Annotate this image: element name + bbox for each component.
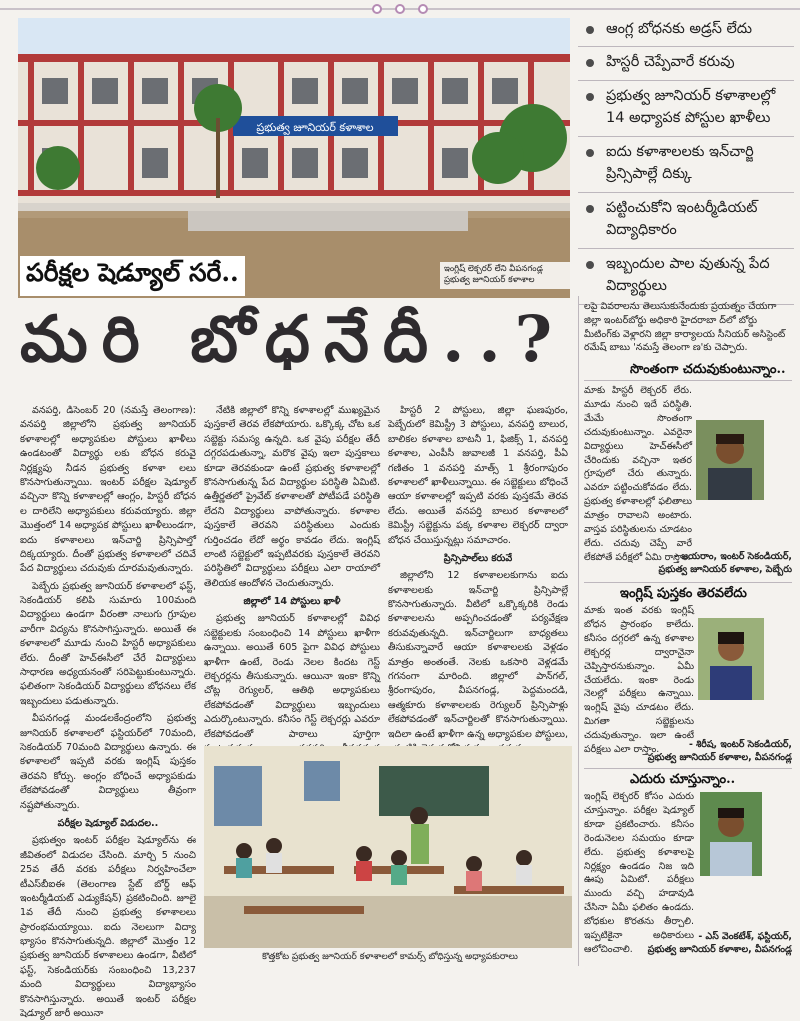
article-column-2 (204, 404, 380, 740)
building-sign: ప్రభుత్వ జూనియర్ కళాశాల (256, 121, 374, 134)
article-column-1 (20, 404, 196, 1020)
profile-title: సొంతంగా చదువుకుంటున్నాం.. (630, 362, 786, 377)
article-paragraph: వనపర్తి, డిసెంబర్ 20 (నమస్తే తెలంగాణ): వనపర్తి జిల్లాలోని ప్రభుత్వ జూనియర్ కళాశాలల్లో అధ్యాపకుల పోస్టులు ఖాళీలు ఉండటంతో విద్యార్థు లకు బోధన కరువై నిర్లక్ష్యపు నీడన ప్రభుత్వ కళాశా లలు కొనసాగుతున్నాయి. ఇంటర్ పరీక్షల షెడ్యూల్ వచ్చినా కొన్ని కళాశాలల్లో ఆంగ్లం, హిస్టరీ బోధన ల దారిలేని అధ్యాపకులు కరువయ్యారు. జిల్లా మొత్తంలో 14 అధ్యాపక పోస్టులు ఖాళీలుండగా, ఐదు కళాశాలలు ఇన్‌చార్జి ప్రిన్సిపాల్తో దిక్కయ్యారు. దీంతో ప్రభుత్వ కళాశాలలో చదివే పేద విద్యార్థులు చదువుకు దూరమవుతున్నారు. (20, 405, 196, 575)
article-paragraph: వీపనగండ్ల మండలకేంద్రంలోని ప్రభుత్వ జూనియర్ కళాశాలలో ఫస్టియర్‌లో 70మంది, సెకండియర్ 70మంది విద్యార్థులు ఉన్నారు. ఈ కళాశాలలో ఇప్పటి వరకు ఇంగ్లిష్ పుస్తకం తెరవని కోర్సు. అంగ్లం బోధించే అధ్యాపకుడు లేకపోవడంతో విద్యార్థులు తీవ్రంగా నష్టపోతున్నారు. (20, 713, 196, 811)
section-heading: ప్రిన్సిపాల్‌లు కరువే (443, 552, 513, 564)
headline: మరి బోధనేదీ..? (20, 302, 567, 377)
profile-signature: - ఎస్ వెంకటేశ్, ఫస్టియర్, ప్రభుత్వ జూనియర్ కళాశాల, వీపనగండ్ల (647, 931, 792, 956)
divider (584, 582, 792, 583)
section-heading: జిల్లాలో 14 పోస్టులు ఖాళీ (243, 596, 341, 608)
profile-title: ఇంగ్లిష్ పుస్తకం తెరవలేదు (620, 586, 747, 601)
article-paragraph: హిస్టరీ 2 పోస్టులు, జిల్లా ఘణపురం, పెబ్బేరులో కెమిస్ట్రీ 3 పోస్టులు, వనపర్తి బాలుర, బాలికల కళాశాల బాటనీ 1, ఫిజిక్స్ 1, వనపర్తి కళాశాల, ఎంపీసీ జువాలజీ 1 వనపర్తి, పీఏ గణితం 1 వనపర్తి మాత్స్ 1 శ్రీరంగాపురం కళాశాలలో ఖాళీలున్నాయి. ఈ సబ్జెక్టులు బోధించే ఆయా కళాశాలల్లో ఇప్పటి వరకు పుస్తకమే తెరవ లేదు. అయితే వనపర్తి బాలుర కళాశాలలో కెమిస్ట్రీ సబ్జెక్టును పక్క కళాశాల లెక్చరర్ ద్వారా బోధన చేయిస్తున్నట్లు సమాచారం. (388, 405, 568, 546)
classroom-photo (204, 746, 572, 948)
sub-headline: పరీక్షల షెడ్యూల్ సరే.. (20, 256, 245, 296)
side-paragraph: లపై వివరాలను తెలుసుకునేందుకు ప్రయత్నం చేయగా జిల్లా ఇంటర్‌బోర్డు అధికారి హైదరాబా ద్‌లో బోర్డు మీటింగ్‌కు వెళ్లారని జిల్లా కార్యాలయ సీనియర్ అసిస్టెంట్ రమేష్ బాబు 'నమస్తే తెలంగా ణ'కు చెప్పారు. (584, 301, 786, 354)
student-photo (696, 420, 764, 500)
article-paragraph: నేటికి జిల్లాలో కొన్ని కళాశాలల్లో ముఖ్యమైన పుస్తకాలే తెరవ లేకపోయారు. ఒక్కొక్క చోట ఒక సబ్జెక్టు సమస్య ఉన్నది. ఒక వైపు పరీక్షల తేదీ దగ్గరపడుతున్నా, మరొక వైపు ఇలా పుస్తకాలు కూడా తెరవకుండా ఉంటే ప్రభుత్వ కళాశాలల్లో కొనసాగుతున్న పేద విద్యార్థుల పరిస్థితి ఏమిటి. ఉత్తీర్ణతలో ప్రైవేట్ కళాశాలతో పోటీపడే పరిస్థితి లేదని విద్యార్థులు వాపోతున్నారు. కళాశాల పుస్తకాలే తెరవని పరిస్థితులు ఎందుకు గుర్తించడం లేదో అర్థం కావడం లేదు. ఇంగ్లిష్ లాంటి సబ్జెక్టులో ఇప్పటివరకు పుస్తకాలే తెరవని పరిస్థితిలో విద్యార్థులు పరీక్షలు ఎలా రాయాలో తెలియక ఆందోళన చెందుతున్నారు. (204, 405, 380, 589)
profile-text: మాకు ఇంత వరకు ఇంగ్లిష్ బోధన ప్రారంభం కాలేదు. కనీసం దగ్గరలో ఉన్న కళాశాల లెక్చరర్ల ద్వారానైనా చెప్పిస్తారనుకున్నాం. ఏమీ చేయలేదు. ఇంకా రెండు నెలల్లో పరీక్షలు ఉన్నాయి. ఇంగ్లిష్ వైపు చూడటం లేదు. మిగతా సబ్జెక్టులను చదువుతున్నాం. ఇలా ఉంటే పరీక్షలు ఎలా రాస్తాం. (584, 605, 694, 756)
highlight-item: ఆంగ్ల బోధనకు అడ్రస్ లేదు (578, 14, 794, 47)
ornament (372, 4, 428, 14)
profile-text: ఇంగ్లిష్ లెక్చరర్ కోసం ఎదురు చూస్తున్నాం. పరీక్షల షెడ్యూల్ కూడా ప్రకటించారు. కనీసం రెండునెలల సమయం కూడా లేదు. ప్రభుత్వ కళాశాలపై నిర్లక్ష్యం ఉండడం నిజ ఇది ఊపు ఏమిటో. పరీక్షలు ముందు వచ్చి హడావుడి చేసినా ఏమీ ఫలితం ఉండదు. బోధకుల కొరతను తీర్చాలి. ఇప్పటికైనా అధికారులు ఆలోచించాలి. (584, 791, 694, 955)
profile-signature: - జయరాం, ఇంటర్ సెకండియర్, ప్రభుత్వ జూనియర్ కళాశాల, పెబ్బేరు (658, 551, 792, 576)
highlight-item: పట్టించుకోని ఇంటర్మీడియట్ విద్యాధికారం (578, 193, 794, 249)
column-divider (578, 296, 579, 966)
photo-caption: ఇంగ్లిష్ లెక్చరర్ లేని వీపనగండ్ల ప్రభుత్వ జూనియర్ కళాశాల (440, 262, 570, 289)
profile-signature: - శిరీష, ఇంటర్ సెకండియర్, ప్రభుత్వ జూనియర్ కళాశాల, వీపనగండ్ల (647, 739, 792, 764)
highlight-item: ఐదు కళాశాలలకు ఇన్‌చార్జి ప్రిన్సిపాల్లే దిక్కు (578, 137, 794, 193)
article-paragraph: ప్రభుత్వం ఇంటర్ పరీక్షల షెడ్యూల్‌ను ఈ జీవితంలో విడుదల చేసింది. మార్చి 5 నుంచి 25వ తేదీ వరకు పరీక్షలు నిర్వహించేలా టీఎస్‌బీఐఈ (తెలంగాణ స్టేట్ బోర్డ్ ఆఫ్ ఇంటర్మీడియట్ ఎడ్యుకేషన్) ప్రకటించింది. జూలై 1వ తేదీ నుంచి ప్రభుత్వ కళాశాలలు ప్రారంభమయ్యాయి. ఐదు నెలలుగా విద్యా భ్యాసం కొనసాగుతున్నది. జిల్లాలో మొత్తం 12 ప్రభుత్వ జూనియర్ కళాశాలలు ఉండగా, వీటిలో ఫస్ట్, సెకండియర్‌కు సంబంధించి 13,237 మంది విద్యార్థులు విద్యాభ్యాసం కొనసాగిస్తున్నారు. అయితే ఇంటర్ పరీక్షల షెడ్యూల్ జారీ అయినా (20, 835, 196, 1020)
profile-title: ఎదురు చూస్తున్నాం.. (630, 772, 736, 787)
article-paragraph: జిల్లాలోని 12 కళాశాలలకుగాను ఐదు కళాశాలలకు ఇన్‌చార్జి ప్రిన్సిపాల్లే కొనసాగుతున్నారు. వీటిలో ఒక్కొక్కరికి రెండు కళాశాలలను అప్పగించడంతో పర్యవేక్షణ కరువవుతున్నది. ఇన్‌చార్జిలుగా బాధ్యతలు తీసుకున్నావారే ఆయా కళాశాలలకు వెళ్లడం మాత్రం అంతంతే. నెలకు ఒకసారి వెళ్లడమే గగనంగా మారింది. జిల్లాలో పాన్‌గల్, శ్రీరంగాపురం, వీపనగండ్ల, పెద్దమందడి, ఆత్మకూరు కళాశాలలకు రెగ్యులర్ ప్రిన్సిపాళ్లు లేకపోవడంతో ఇన్‌చార్జిలతో కొనసాగుతున్నాయి. ఇదిలా ఉంటే ఖాళీగా ఉన్న అధ్యాపకుల పోస్టులు, (388, 570, 568, 740)
article-paragraph: ప్రభుత్వ జూనియర్ కళాశాలల్లో వివిధ సబ్జెక్టులకు సంబంధించి 14 పోస్టులు ఖాళీగా ఉన్నాయి. అయితే 605 పైగా వివిధ పోస్టులు ఖాళీగా ఉంటే, రెండు నెలల కిందట గెస్ట్ లెక్చరర్లను తీసుకున్నారు. ఆయినా ఇంకా కొన్ని చోట్ల రెగ్యులర్, ఆతిథి అధ్యాపకులు లేకపోవడంతో విద్యార్థులు ఇబ్బందులు ఎదుర్కొంటున్నారు. కనీసం గెస్ట్ లెక్చరర్లు ఎవరూ లేకపోవడంతో పాఠాలు పూర్తిగా (204, 613, 380, 740)
profile-text: మాకు హిస్టరీ లెక్చరర్ లేరు. మూడు నుంచి ఇదే పరిస్థితి. మేమే సొంతంగా చదువుకుంటున్నాం. ఎవరైనా విద్యార్థులు హెచ్ఈసీలో చేరిందుకు వచ్చినా ఇతర గ్రూపులో చేరు తున్నారు. ఎవరూ పట్టించుకోవడం లేదు. ప్రభుత్వ కళాశాలల్లో ఫలితాలు మాత్రం రావాలని అంటారు. వాస్తవ పరిస్థితులను చూడటం లేదు. చదువు చెప్పే వారే లేకపోతే పరీక్షలో ఏమి రాస్తాం. (584, 385, 692, 563)
divider (584, 380, 792, 381)
highlight-item: ప్రభుత్వ జూనియర్ కళాశాలల్లో 14 అధ్యాపక పోస్టుల ఖాళీలు (578, 81, 794, 137)
classroom-caption: కొత్తకోట ప్రభుత్వ జూనియర్ కళాశాలలో కామర్స్ బోధిస్తున్న అధ్యాపకురాలు (262, 952, 518, 962)
article-paragraph: పెబ్బేరు ప్రభుత్వ జూనియర్ కళాశాలలో ఫస్ట్, సెకండియర్ కలిపి సుమారు 100మంది విద్యార్థులు ఉండగా వీరంతా నాలుగు గ్రూపుల వారీగా విద్యను కొనసాగిస్తున్నారు. అయితే ఈ కళాశాలలో మూడు నుంచి హిస్టరీ అధ్యాపకులు లేరు. దీంతో హెచ్ఈసీలో చేరే విద్యార్థులు సాధారణ అధ్యయనంతో సరిపెట్టుకుంటున్నారు. ఫలితంగా సెకండియర్ విద్యార్థులు బోధనలు లేక ఇబ్బందులు పడుతున్నారు. (20, 580, 196, 707)
student-photo (700, 792, 762, 876)
section-heading: పరీక్షల షెడ్యూల్ విడుదల.. (57, 817, 159, 829)
divider (584, 768, 792, 769)
student-photo (698, 618, 764, 700)
highlight-item: ఇబ్బందుల పాల వుతున్న పేద విద్యార్థులు (578, 249, 794, 305)
article-column-3 (388, 404, 568, 740)
highlights-list (578, 14, 794, 305)
highlight-item: హిస్టరీ చెప్పేవారే కరువు (578, 47, 794, 80)
